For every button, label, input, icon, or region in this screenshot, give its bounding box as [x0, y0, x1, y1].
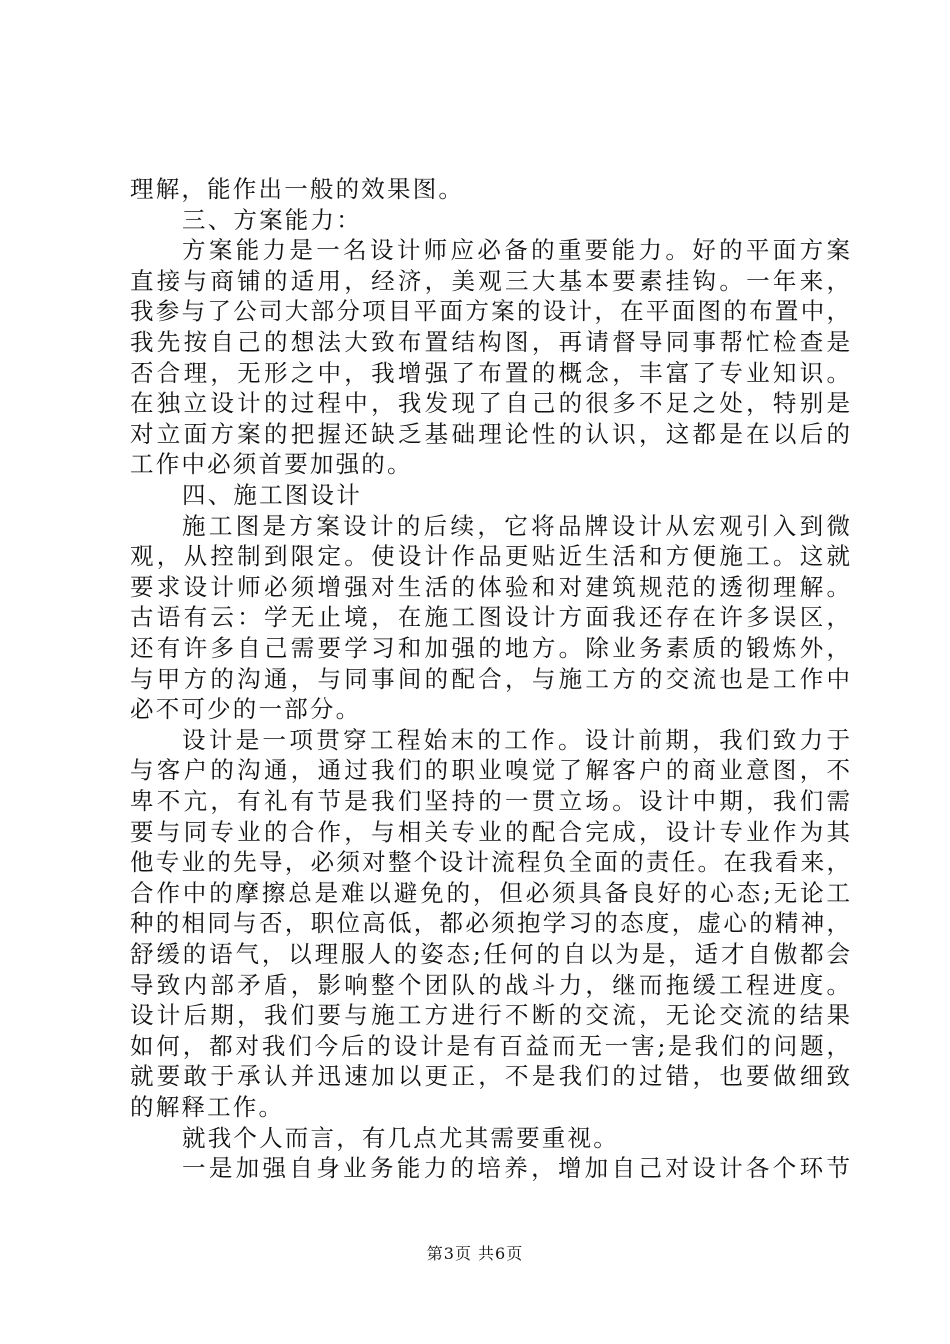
- text-line: 就我个人而言，有几点尤其需要重视。: [182, 1123, 619, 1152]
- text-line: 我先按自己的想法大致布置结构图，再请督导同事帮忙检查是: [130, 328, 850, 356]
- page-number-footer: 第3页 共6页: [426, 1244, 524, 1263]
- text-line: 如何，都对我们今后的设计是有百益而无一害;是我们的问题，: [130, 1031, 850, 1060]
- text-line: 方案能力是一名设计师应必备的重要能力。好的平面方案: [182, 236, 850, 265]
- text-line: 工作中必须首要加强的。: [130, 450, 413, 479]
- text-line: 要求设计师必须增强对生活的体验和对建筑规范的透彻理解。: [130, 572, 850, 601]
- text-line: 观，从控制到限定。使设计作品更贴近生活和方便施工。这就: [130, 542, 850, 571]
- text-line: 否合理，无形之中，我增强了布置的概念，丰富了专业知识。: [130, 358, 850, 387]
- text-line: 卑不亢，有礼有节是我们坚持的一贯立场。设计中期，我们需: [130, 787, 850, 815]
- text-line: 他专业的先导，必须对整个设计流程负全面的责任。在我看来，: [130, 848, 850, 877]
- text-line: 还有许多自己需要学习和加强的地方。除业务素质的锻炼外，: [130, 634, 850, 662]
- text-line: 种的相同与否，职位高低，都必须抱学习的态度，虚心的精神，: [130, 909, 850, 938]
- text-line: 舒缓的语气，以理服人的姿态;任何的自以为是，适才自傲都会: [130, 940, 850, 968]
- section-heading: 四、施工图设计: [182, 481, 362, 509]
- text-line: 与甲方的沟通，与同事间的配合，与施工方的交流也是工作中: [130, 664, 850, 693]
- text-line: 的解释工作。: [130, 1093, 285, 1121]
- section-heading: 三、方案能力：: [182, 205, 362, 234]
- text-line: 古语有云：学无止境，在施工图设计方面我还存在许多误区，: [130, 603, 850, 632]
- text-line: 必不可少的一部分。: [130, 695, 362, 724]
- text-line: 就要敢于承认并迅速加以更正，不是我们的过错，也要做细致: [130, 1062, 850, 1091]
- text-line: 在独立设计的过程中，我发现了自己的很多不足之处，特别是: [130, 389, 850, 418]
- text-line: 要与同专业的合作，与相关专业的配合完成，设计专业作为其: [130, 817, 850, 846]
- text-line: 合作中的摩擦总是难以避免的，但必须具备良好的心态;无论工: [130, 878, 850, 907]
- text-line: 我参与了公司大部分项目平面方案的设计，在平面图的布置中，: [130, 297, 850, 326]
- text-line: 一是加强自身业务能力的培养，增加自己对设计各个环节: [182, 1154, 850, 1183]
- text-line: 设计是一项贯穿工程始末的工作。设计前期，我们致力于: [182, 725, 850, 754]
- text-line: 设计后期，我们要与施工方进行不断的交流，无论交流的结果: [130, 1001, 850, 1030]
- text-line: 施工图是方案设计的后续，它将品牌设计从宏观引入到微: [182, 511, 850, 540]
- text-line: 理解，能作出一般的效果图。: [130, 175, 465, 203]
- text-line: 对立面方案的把握还缺乏基础理论性的认识，这都是在以后的: [130, 419, 850, 448]
- text-line: 导致内部矛盾，影响整个团队的战斗力，继而拖缓工程进度。: [130, 970, 850, 999]
- text-line: 直接与商铺的适用，经济，美观三大基本要素挂钩。一年来，: [130, 266, 850, 295]
- text-line: 与客户的沟通，通过我们的职业嗅觉了解客户的商业意图，不: [130, 756, 850, 785]
